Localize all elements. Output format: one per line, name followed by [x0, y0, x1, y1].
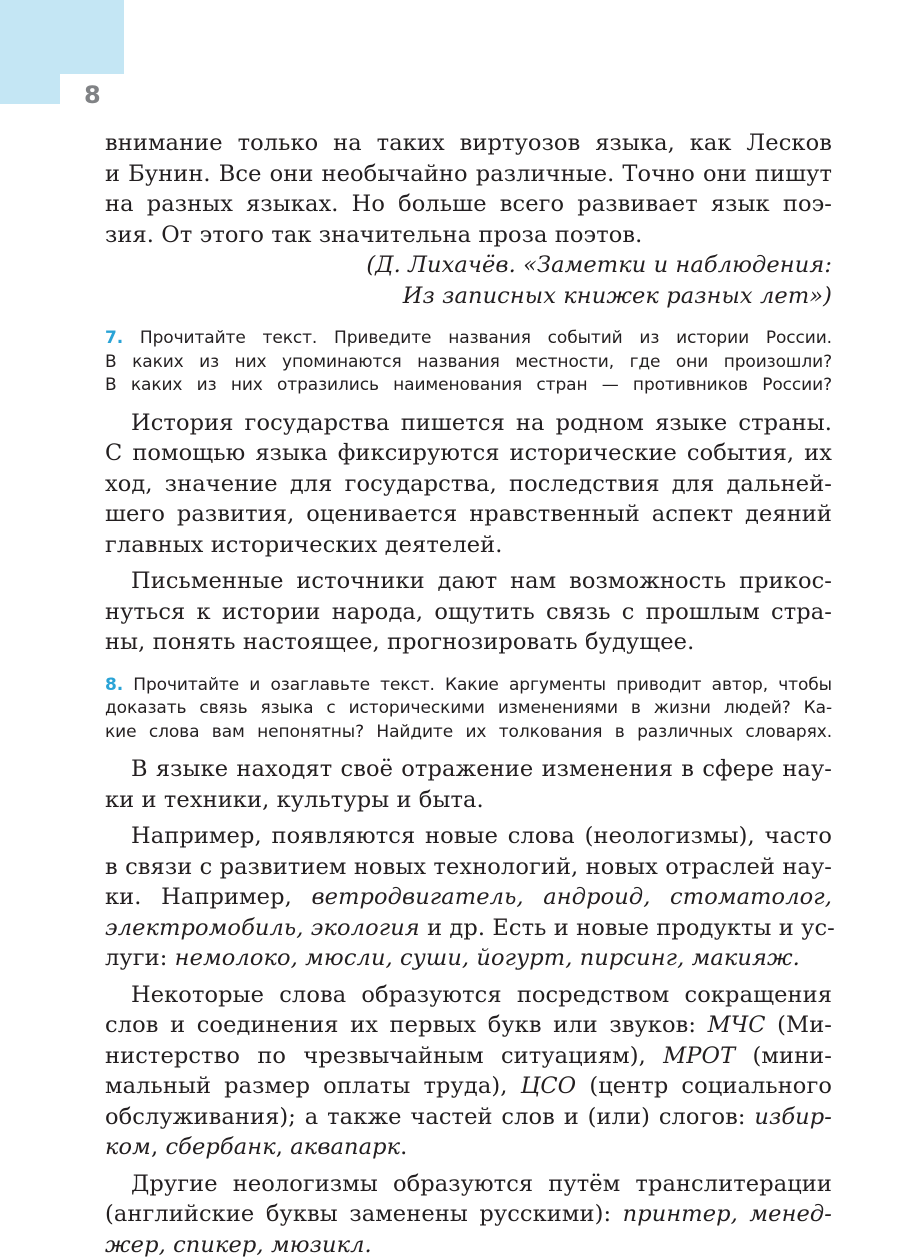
abbreviation: МРОТ: [663, 1043, 735, 1069]
task-line: В каких из них отразились наименования стран — противников России?: [105, 374, 832, 398]
text-line: Письменные источники дают нам возможность прикос-: [105, 566, 832, 597]
text-line: ки и техники, культуры и быта.: [105, 785, 832, 816]
text-line: луги: немолоко, мюсли, суши, йогурт, пирсинг, макияж.: [105, 943, 832, 974]
text-line: в связи с развитием новых технологий, новых отраслей нау-: [105, 852, 832, 883]
quote-source: [105, 250, 832, 311]
example-words: избир-: [754, 1104, 832, 1130]
example-words: ветродвигатель, андроид, стоматолог,: [311, 884, 832, 910]
text-line: (английские буквы заменены русскими): принтер, менед-: [105, 1199, 832, 1230]
corner-decoration: [0, 0, 124, 74]
task-line: [105, 674, 832, 698]
source-line: (Д. Лихачёв. «Заметки и наблюдения:: [105, 250, 832, 281]
text-line: и Бунин. Все они необычайно различные. Точно они пишут: [105, 159, 832, 190]
task-line: В каких из них упоминаются названия местности, где они произошли?: [105, 351, 832, 375]
abbreviation: ЦСО: [521, 1073, 577, 1099]
text-8: [105, 754, 832, 1260]
text-line: на разных языках. Но больше всего развивает язык поэ-: [105, 189, 832, 220]
text-line: шего развития, оценивается нравственный аспект деяний: [105, 499, 832, 530]
task-8: [105, 674, 832, 745]
task-line: кие слова вам непонятны? Найдите их толкования в различных словарях.: [105, 721, 832, 745]
example-words: принтер, менед-: [623, 1201, 832, 1227]
abbreviation: МЧС: [708, 1012, 766, 1038]
text-line: История государства пишется на родном языке страны.: [105, 408, 832, 439]
text-line: ны, понять настоящее, прогнозировать будущее.: [105, 627, 832, 658]
text-line: обслуживания); а также частей слов и (или) слогов: избир-: [105, 1102, 832, 1133]
text-line: Например, появляются новые слова (неологизмы), часто: [105, 821, 832, 852]
source-line: Из записных книжек разных лет»): [105, 281, 832, 312]
task-line: [105, 327, 832, 351]
text-line: ход, значение для государства, последствия для дальней-: [105, 469, 832, 500]
text-line: Некоторые слова образуются посредством сокращения: [105, 980, 832, 1011]
example-words: электромобиль, экология: [105, 915, 420, 941]
page-content: [105, 128, 832, 1260]
example-words: жер, спикер, мюзикл.: [105, 1232, 372, 1258]
text-line: электромобиль, экология и др. Есть и новые продукты и ус-: [105, 913, 832, 944]
task-text: Прочитайте и озаглавьте текст. Какие аргументы приводит автор, чтобы: [133, 675, 832, 695]
text-line: зия. От этого так значительна проза поэтов.: [105, 220, 832, 251]
task-7: [105, 327, 832, 398]
task-line: доказать связь языка с историческими изменениями в жизни людей? Ка-: [105, 697, 832, 721]
text-line: нистерство по чрезвычайным ситуациям), МРОТ (мини-: [105, 1041, 832, 1072]
corner-decoration-strip: [0, 74, 60, 104]
task-number: 8.: [105, 675, 123, 695]
text-line: слов и соединения их первых букв или звуков: МЧС (Ми-: [105, 1010, 832, 1041]
text-line: ки. Например, ветродвигатель, андроид, стоматолог,: [105, 882, 832, 913]
task-number: 7.: [105, 328, 123, 348]
text-line: [105, 1230, 832, 1260]
text-line: Другие неологизмы образуются путём транслитерации: [105, 1169, 832, 1200]
text-line: С помощью языка фиксируются исторические события, их: [105, 438, 832, 469]
text-line: В языке находят своё отражение изменения в сфере нау-: [105, 754, 832, 785]
text-line: нуться к истории народа, ощутить связь с прошлым стра-: [105, 597, 832, 628]
text-line: мальный размер оплаты труда), ЦСО (центр социального: [105, 1071, 832, 1102]
task-text: Прочитайте текст. Приведите названия событий из истории России.: [140, 328, 832, 348]
page-number: 8: [84, 80, 101, 110]
example-words: немолоко, мюсли, суши, йогурт, пирсинг, макияж.: [175, 945, 800, 971]
intro-paragraph: [105, 128, 832, 250]
text-line: внимание только на таких виртуозов языка, как Лесков: [105, 128, 832, 159]
text-line: ком, сбербанк, аквапарк.: [105, 1132, 832, 1163]
text-7: [105, 408, 832, 658]
text-line: главных исторических деятелей.: [105, 530, 832, 561]
